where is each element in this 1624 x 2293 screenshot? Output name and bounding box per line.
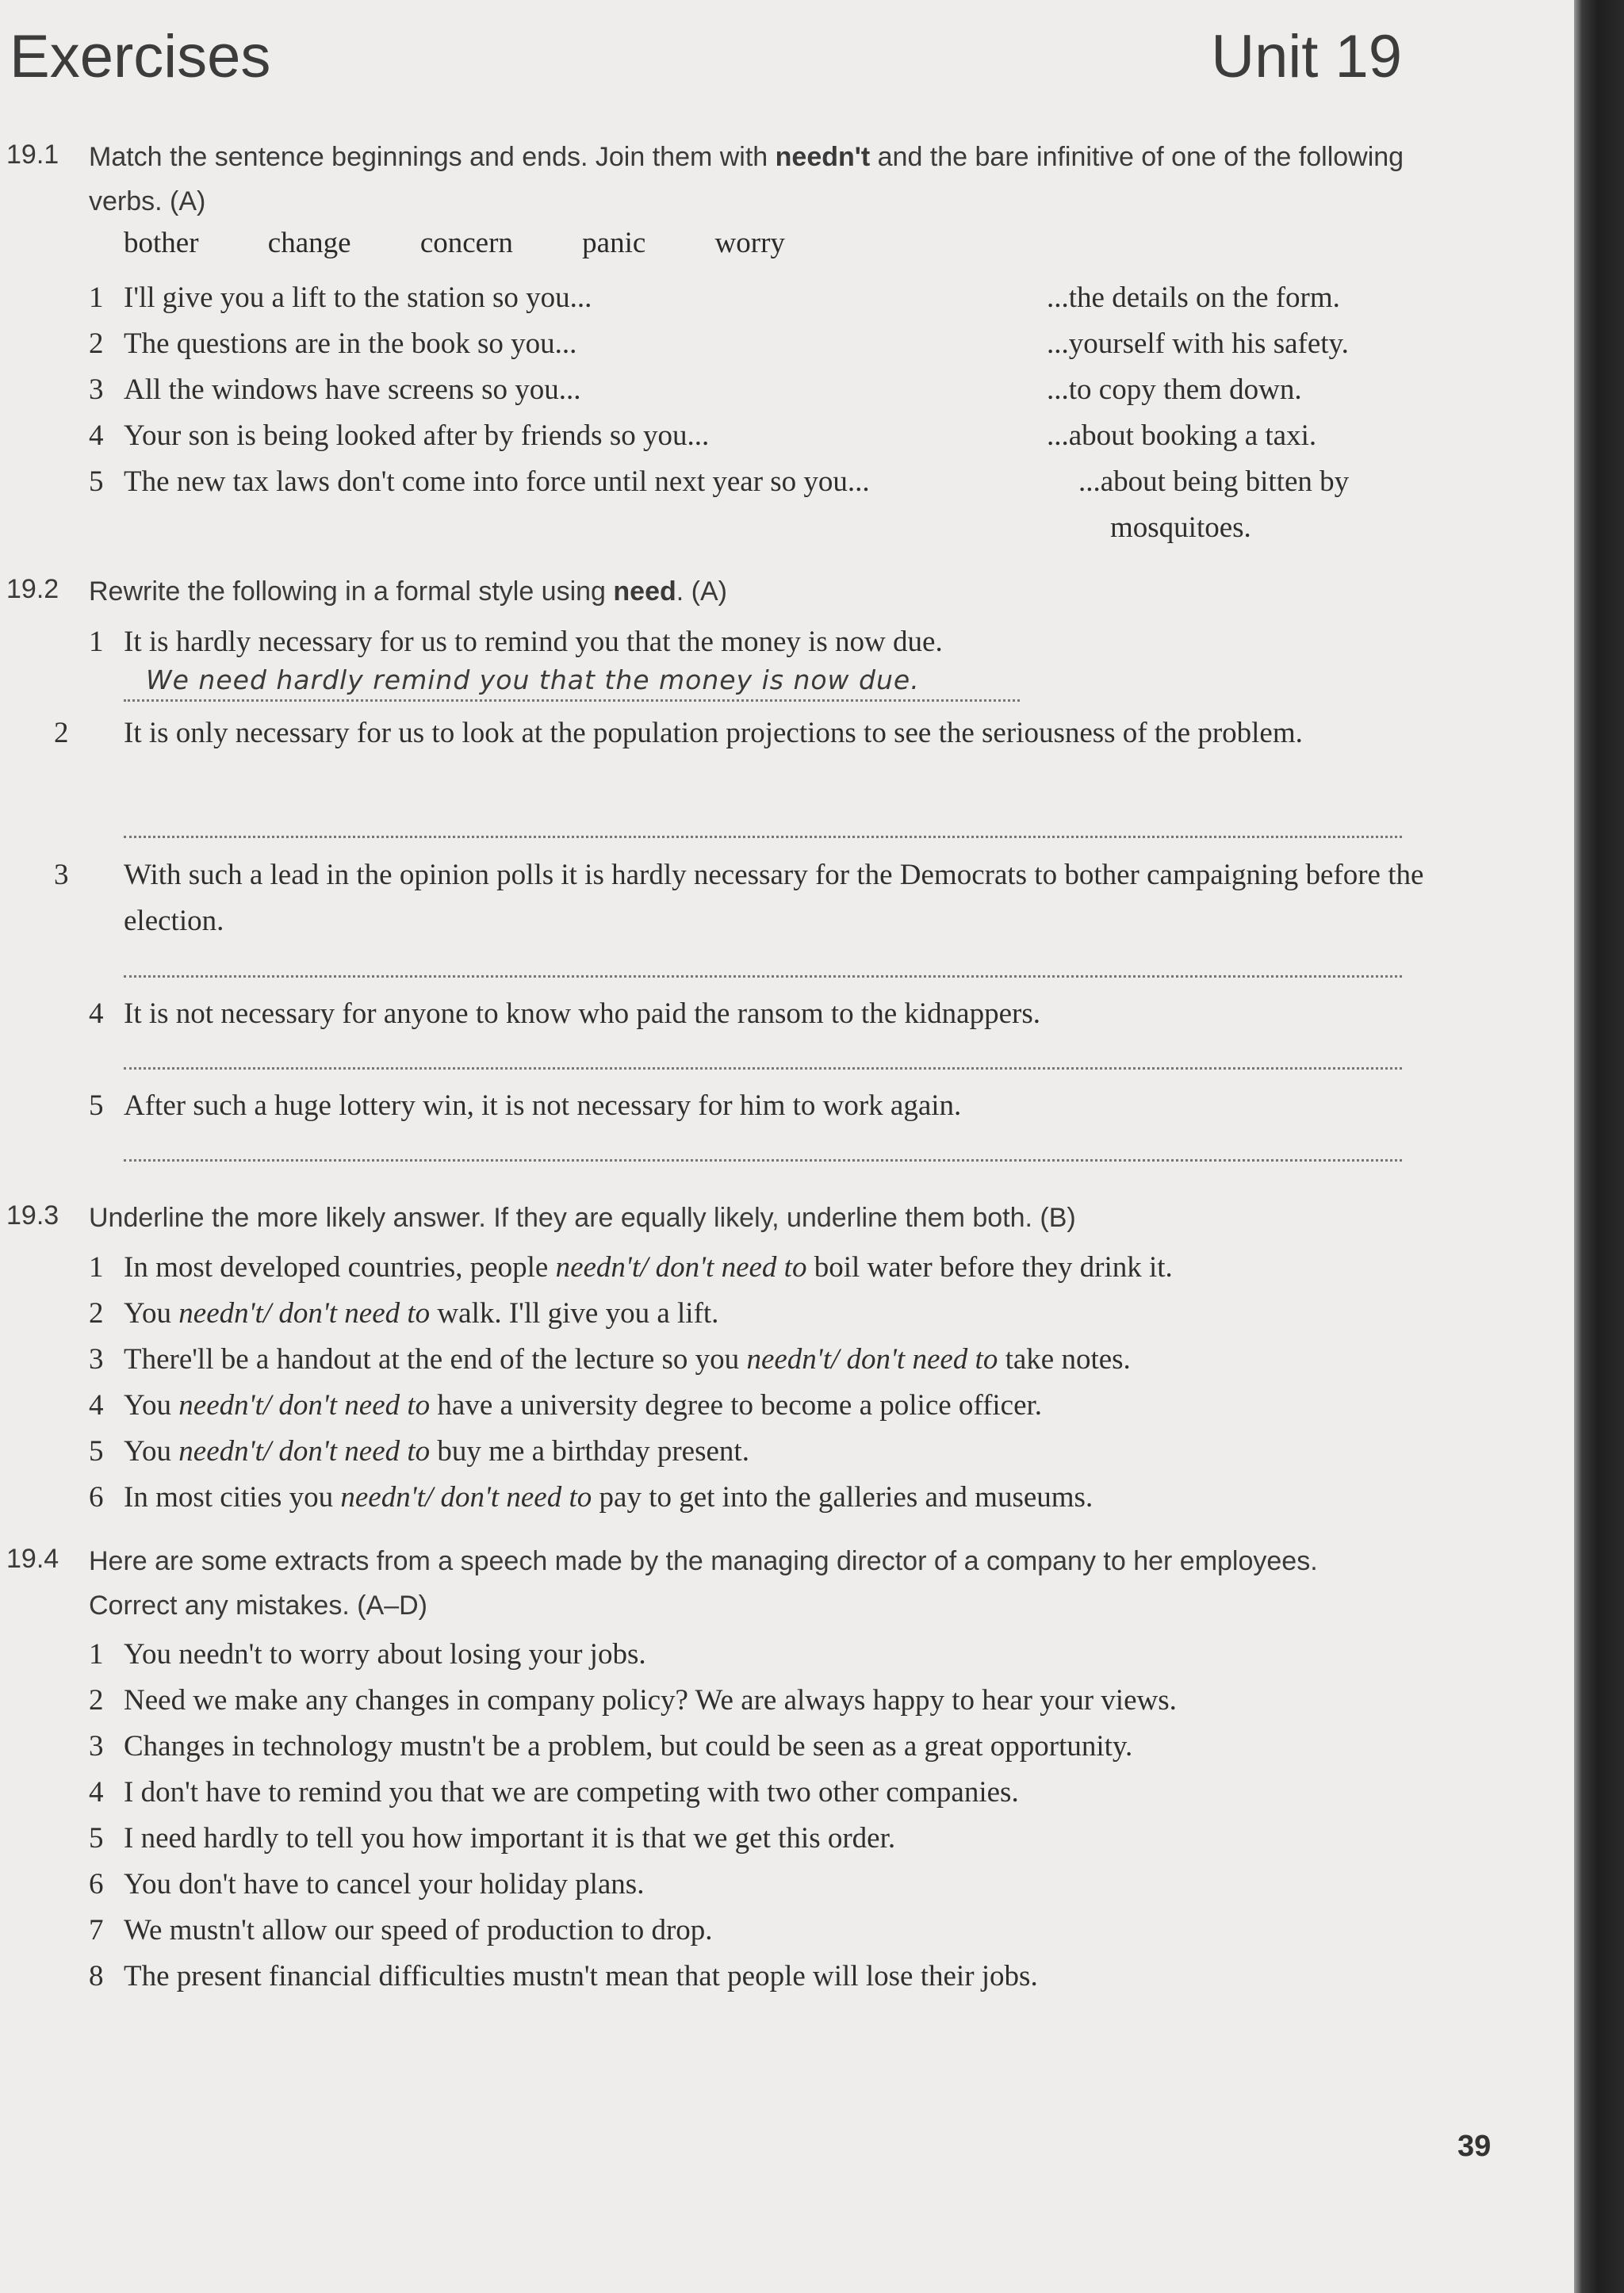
item-text: Need we make any changes in company policy? We are always happy to hear your views.	[124, 1684, 1177, 1717]
answer-options[interactable]: needn't/ don't need to	[340, 1481, 592, 1514]
list-item	[89, 1678, 1177, 1724]
list-item	[54, 710, 1440, 756]
item-text: You	[124, 1389, 179, 1422]
list-item	[89, 1862, 644, 1908]
word-option: change	[267, 227, 351, 259]
item-number: 1	[89, 1638, 104, 1671]
list-item	[89, 1770, 1019, 1816]
item-text: All the windows have screens so you...	[124, 373, 581, 406]
exercise-number: 19.4	[6, 1544, 59, 1574]
word-option: worry	[714, 227, 785, 259]
answer-line[interactable]	[124, 1067, 1402, 1070]
instruction-keyword: need	[613, 576, 676, 607]
exercise-number: 19.3	[6, 1200, 59, 1231]
list-item	[89, 1429, 749, 1475]
item-number: 5	[89, 1435, 104, 1468]
answer-line	[124, 699, 1020, 702]
item-number: 1	[89, 281, 104, 314]
item-number: 7	[89, 1914, 104, 1947]
item-number: 5	[89, 465, 104, 498]
list-item	[89, 1383, 1042, 1429]
answer-options[interactable]: needn't/ don't need to	[178, 1435, 431, 1468]
item-text: There'll be a handout at the end of the lecture so you	[124, 1343, 747, 1376]
item-number: 2	[89, 1684, 104, 1717]
list-item	[89, 1083, 961, 1129]
item-number: 8	[89, 1960, 104, 1992]
item-text: take notes.	[998, 1343, 1131, 1376]
item-number: 6	[89, 1868, 104, 1901]
list-item	[89, 619, 943, 665]
item-number: 6	[89, 1481, 104, 1514]
item-number: 1	[89, 1251, 104, 1284]
item-number: 4	[89, 1776, 104, 1809]
answer-line[interactable]	[124, 836, 1402, 838]
exercise-number: 19.2	[6, 574, 59, 604]
list-item	[54, 852, 1440, 944]
list-item	[89, 1475, 1093, 1521]
handwritten-answer: We need hardly remind you that the money is now due.	[146, 664, 920, 695]
answer-line[interactable]	[124, 975, 1402, 978]
item-number: 4	[89, 1389, 104, 1422]
list-item	[89, 459, 870, 505]
item-text: boil water before they drink it.	[806, 1251, 1173, 1284]
answer-options[interactable]: needn't/ don't need to	[746, 1343, 998, 1376]
instruction-text: Match the sentence beginnings and ends. Join them with	[89, 142, 776, 172]
item-text: In most developed countries, people	[124, 1251, 556, 1284]
item-text: You needn't to worry about losing your jobs.	[124, 1638, 646, 1671]
item-text: We mustn't allow our speed of production to drop.	[124, 1914, 713, 1947]
instruction-text: Rewrite the following in a formal style using	[89, 576, 614, 607]
sentence-end: ...to copy them down.	[1047, 373, 1302, 406]
instruction-text: and the bare infinitive of one of the following verbs. (A)	[89, 142, 1404, 216]
exercise-instruction	[89, 135, 1405, 224]
answer-options[interactable]: needn't/ don't need to	[178, 1297, 431, 1330]
page-number: 39	[1457, 2130, 1492, 2163]
item-text: walk. I'll give you a lift.	[430, 1297, 719, 1330]
item-number: 3	[89, 1730, 104, 1763]
list-item	[89, 1816, 895, 1862]
exercise-number: 19.1	[6, 140, 59, 170]
item-text: With such a lead in the opinion polls it is hardly necessary for the Democrats to bother campaigning before the election.	[124, 859, 1424, 937]
item-number: 3	[54, 859, 69, 891]
item-text: It is only necessary for us to look at the population projections to see the seriousness of the problem.	[124, 717, 1303, 749]
book-spine-shadow	[1574, 0, 1624, 2293]
exercise-instruction: Underline the more likely answer. If they are equally likely, underline them both. (B)	[89, 1203, 1076, 1233]
list-item	[89, 275, 592, 321]
list-item	[89, 1632, 646, 1678]
item-text: The present financial difficulties mustn't mean that people will lose their jobs.	[124, 1960, 1038, 1992]
item-number: 5	[89, 1822, 104, 1855]
item-text: I need hardly to tell you how important it is that we get this order.	[124, 1822, 896, 1855]
list-item	[89, 321, 576, 367]
word-option: concern	[419, 227, 513, 259]
list-item	[89, 991, 1040, 1037]
item-text: After such a huge lottery win, it is not necessary for him to work again.	[124, 1089, 962, 1122]
sentence-end: ...yourself with his safety.	[1047, 327, 1349, 360]
item-number: 2	[54, 717, 69, 749]
item-text: You don't have to cancel your holiday plans.	[124, 1868, 645, 1901]
item-text: I don't have to remind you that we are competing with two other companies.	[124, 1776, 1019, 1809]
list-item	[89, 367, 580, 413]
item-text: pay to get into the galleries and museums.	[592, 1481, 1094, 1514]
item-text: Your son is being looked after by friends so you...	[124, 419, 710, 452]
item-number: 1	[89, 626, 104, 658]
item-text: The questions are in the book so you...	[124, 327, 577, 360]
list-item	[89, 1724, 1132, 1770]
item-text: I'll give you a lift to the station so you...	[124, 281, 592, 314]
list-item	[89, 1291, 718, 1337]
word-box	[124, 224, 847, 263]
list-item	[89, 1908, 713, 1954]
item-number: 5	[89, 1089, 104, 1122]
list-item	[89, 413, 709, 459]
item-number: 4	[89, 997, 104, 1030]
item-number: 2	[89, 327, 104, 360]
sentence-end: ...about being bitten by mosquitoes.	[1078, 465, 1350, 544]
instruction-text: . (A)	[676, 576, 727, 607]
item-text: It is not necessary for anyone to know who paid the ransom to the kidnappers.	[124, 997, 1040, 1030]
item-text: In most cities you	[124, 1481, 341, 1514]
item-number: 3	[89, 373, 104, 406]
page-heading: Exercises	[10, 23, 271, 90]
item-text: It is hardly necessary for us to remind you that the money is now due.	[124, 626, 943, 658]
item-text: Changes in technology mustn't be a problem, but could be seen as a great opportunity.	[124, 1730, 1133, 1763]
answer-options[interactable]: needn't/ don't need to	[555, 1251, 807, 1284]
instruction-keyword: needn't	[775, 142, 871, 172]
list-item	[89, 1245, 1173, 1291]
list-item	[89, 1337, 1131, 1383]
item-number: 4	[89, 419, 104, 452]
item-number: 2	[89, 1297, 104, 1330]
item-text: You	[124, 1297, 179, 1330]
item-text: The new tax laws don't come into force until next year so you...	[124, 465, 870, 498]
sentence-end: ...the details on the form.	[1047, 281, 1340, 314]
item-text: have a university degree to become a police officer.	[430, 1389, 1043, 1422]
item-text: buy me a birthday present.	[430, 1435, 749, 1468]
exercise-instruction: Here are some extracts from a speech made by the managing director of a company to her employees. Correct any mistakes. (A–D)	[89, 1546, 1318, 1621]
sentence-end: ...about booking a taxi.	[1047, 419, 1317, 452]
item-number: 3	[89, 1343, 104, 1376]
unit-heading: Unit 19	[1211, 23, 1402, 90]
exercise-instruction	[89, 569, 1405, 614]
word-option: bother	[124, 227, 199, 259]
item-text: You	[124, 1435, 179, 1468]
answer-line[interactable]	[124, 1159, 1402, 1162]
list-item	[89, 1954, 1038, 2000]
word-option: panic	[582, 227, 646, 259]
answer-options[interactable]: needn't/ don't need to	[178, 1389, 431, 1422]
